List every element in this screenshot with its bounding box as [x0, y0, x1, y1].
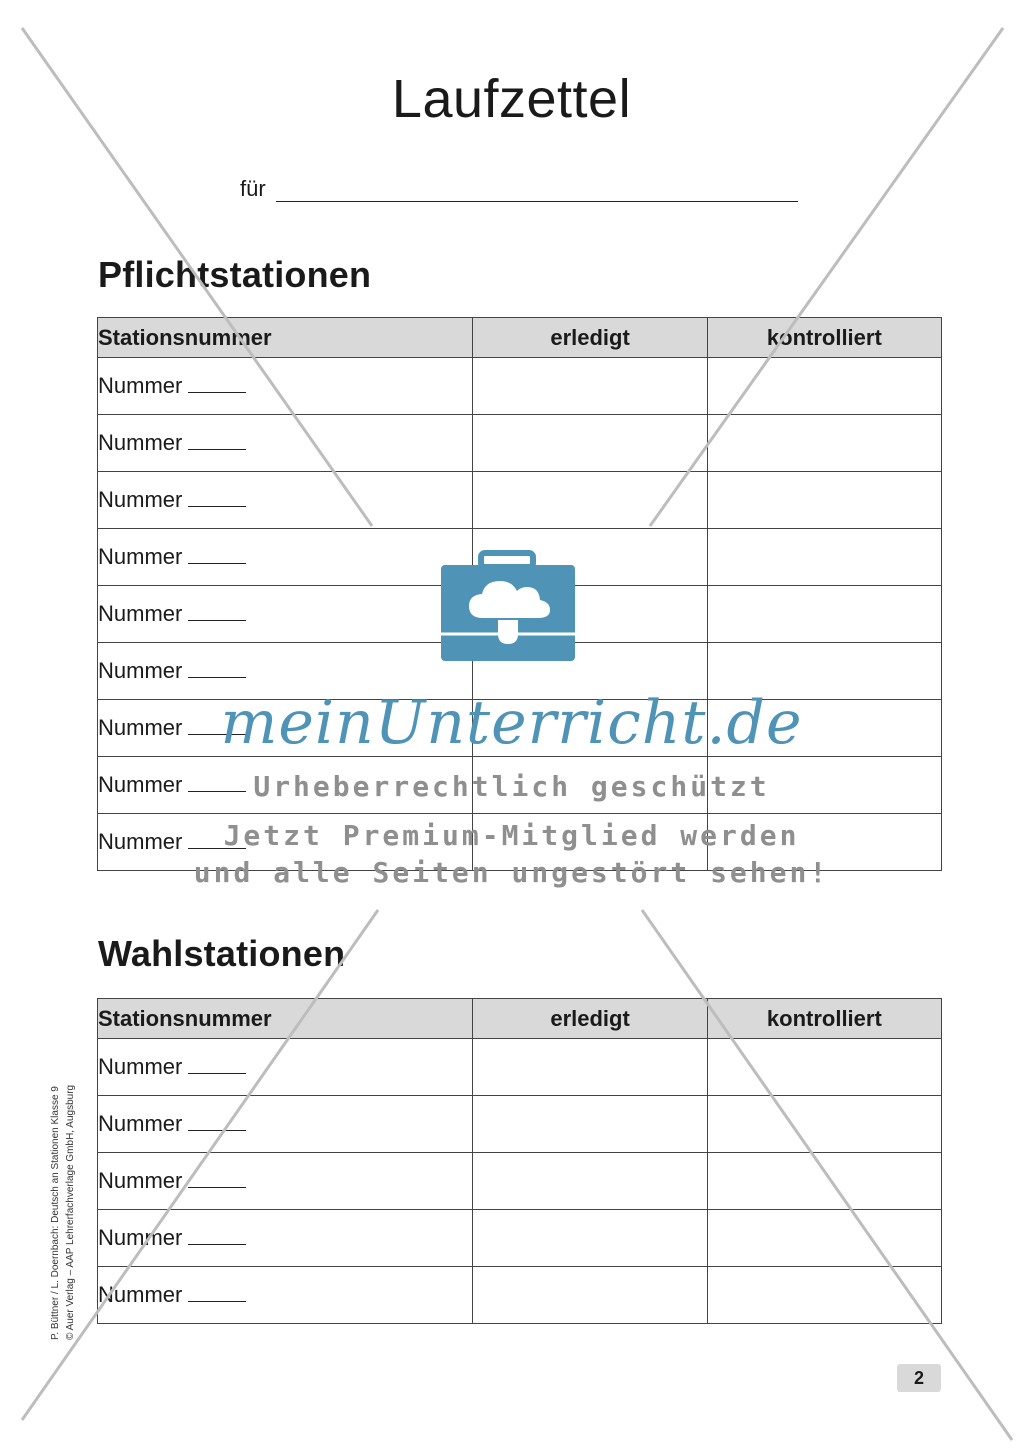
checked-cell[interactable]	[707, 358, 941, 415]
number-blank[interactable]	[188, 773, 246, 792]
station-number-cell[interactable]	[98, 415, 473, 472]
row-label: Nummer	[98, 829, 183, 854]
row-label: Nummer	[98, 430, 183, 455]
credit-line-authors: P. Büttner / L. Doernbach: Deutsch an Stationen Klasse 9	[50, 1086, 61, 1340]
number-blank[interactable]	[188, 374, 246, 393]
header-done: erledigt	[473, 999, 707, 1039]
header-checked: kontrolliert	[707, 999, 941, 1039]
checked-cell[interactable]	[707, 529, 941, 586]
station-number-cell[interactable]	[98, 1210, 473, 1267]
done-cell[interactable]	[473, 757, 707, 814]
checked-cell[interactable]	[707, 1039, 941, 1096]
row-label: Nummer	[98, 1168, 183, 1193]
checked-cell[interactable]	[707, 1153, 941, 1210]
number-blank[interactable]	[188, 488, 246, 507]
station-number-cell[interactable]	[98, 586, 473, 643]
done-cell[interactable]	[473, 700, 707, 757]
checked-cell[interactable]	[707, 1210, 941, 1267]
row-label: Nummer	[98, 601, 183, 626]
table-row	[98, 1039, 942, 1096]
number-blank[interactable]	[188, 1055, 246, 1074]
done-cell[interactable]	[473, 643, 707, 700]
checked-cell[interactable]	[707, 643, 941, 700]
checked-cell[interactable]	[707, 700, 941, 757]
table-row	[98, 1153, 942, 1210]
header-station-number: Stationsnummer	[98, 318, 473, 358]
number-blank[interactable]	[188, 1283, 246, 1302]
page-number: 2	[897, 1364, 941, 1392]
station-number-cell[interactable]	[98, 472, 473, 529]
table-row	[98, 1267, 942, 1324]
station-number-cell[interactable]	[98, 1096, 473, 1153]
checked-cell[interactable]	[707, 472, 941, 529]
row-label: Nummer	[98, 658, 183, 683]
recipient-label: für	[240, 176, 266, 201]
row-label: Nummer	[98, 772, 183, 797]
number-blank[interactable]	[188, 1169, 246, 1188]
done-cell[interactable]	[473, 1096, 707, 1153]
header-checked: kontrolliert	[707, 318, 941, 358]
table-row	[98, 472, 942, 529]
done-cell[interactable]	[473, 586, 707, 643]
checked-cell[interactable]	[707, 586, 941, 643]
done-cell[interactable]	[473, 1039, 707, 1096]
row-label: Nummer	[98, 1282, 183, 1307]
done-cell[interactable]	[473, 358, 707, 415]
done-cell[interactable]	[473, 814, 707, 871]
station-number-cell[interactable]	[98, 700, 473, 757]
checked-cell[interactable]	[707, 415, 941, 472]
row-label: Nummer	[98, 487, 183, 512]
station-number-cell[interactable]	[98, 814, 473, 871]
done-cell[interactable]	[473, 529, 707, 586]
side-credit	[48, 1085, 78, 1340]
station-number-cell[interactable]	[98, 757, 473, 814]
station-number-cell[interactable]	[98, 643, 473, 700]
table-row	[98, 643, 942, 700]
done-cell[interactable]	[473, 1267, 707, 1324]
station-number-cell[interactable]	[98, 529, 473, 586]
station-number-cell[interactable]	[98, 1153, 473, 1210]
section-title-pflicht: Pflichtstationen	[98, 254, 372, 295]
pflicht-table	[97, 317, 942, 871]
number-blank[interactable]	[188, 659, 246, 678]
table-header-row	[98, 999, 942, 1039]
row-label: Nummer	[98, 1054, 183, 1079]
table-row	[98, 415, 942, 472]
table-row	[98, 529, 942, 586]
checked-cell[interactable]	[707, 814, 941, 871]
table-row	[98, 358, 942, 415]
header-done: erledigt	[473, 318, 707, 358]
table-row	[98, 757, 942, 814]
checked-cell[interactable]	[707, 1267, 941, 1324]
watermark-premium-2: und alle Seiten ungestört sehen!	[193, 856, 830, 889]
table-header-row	[98, 318, 942, 358]
row-label: Nummer	[98, 373, 183, 398]
table-row	[98, 586, 942, 643]
credit-line-publisher: © Auer Verlag – AAP Lehrerfachverlage GmbH, Augsburg	[65, 1084, 76, 1340]
number-blank[interactable]	[188, 431, 246, 450]
watermark-copyright: Urheberrechtlich geschützt	[253, 770, 770, 803]
wahl-table	[97, 998, 942, 1324]
checked-cell[interactable]	[707, 1096, 941, 1153]
row-label: Nummer	[98, 715, 183, 740]
done-cell[interactable]	[473, 1210, 707, 1267]
number-blank[interactable]	[188, 1226, 246, 1245]
checked-cell[interactable]	[707, 757, 941, 814]
watermark-brand: meinUnterricht.de	[220, 688, 803, 758]
section-title-wahl: Wahlstationen	[98, 933, 346, 974]
station-number-cell[interactable]	[98, 358, 473, 415]
row-label: Nummer	[98, 544, 183, 569]
table-row	[98, 814, 942, 871]
number-blank[interactable]	[188, 1112, 246, 1131]
page-title: Laufzettel	[391, 69, 632, 129]
table-row	[98, 700, 942, 757]
table-row	[98, 1096, 942, 1153]
number-blank[interactable]	[188, 716, 246, 735]
header-station-number: Stationsnummer	[98, 999, 473, 1039]
station-number-cell[interactable]	[98, 1267, 473, 1324]
done-cell[interactable]	[473, 415, 707, 472]
recipient-name-line[interactable]	[276, 179, 798, 202]
number-blank[interactable]	[188, 545, 246, 564]
row-label: Nummer	[98, 1111, 183, 1136]
done-cell[interactable]	[473, 1153, 707, 1210]
table-row	[98, 1210, 942, 1267]
row-label: Nummer	[98, 1225, 183, 1250]
number-blank[interactable]	[188, 830, 246, 849]
station-number-cell[interactable]	[98, 1039, 473, 1096]
watermark-premium: Jetzt Premium-Mitglied werden	[223, 819, 800, 852]
number-blank[interactable]	[188, 602, 246, 621]
done-cell[interactable]	[473, 472, 707, 529]
recipient-row	[240, 176, 798, 202]
